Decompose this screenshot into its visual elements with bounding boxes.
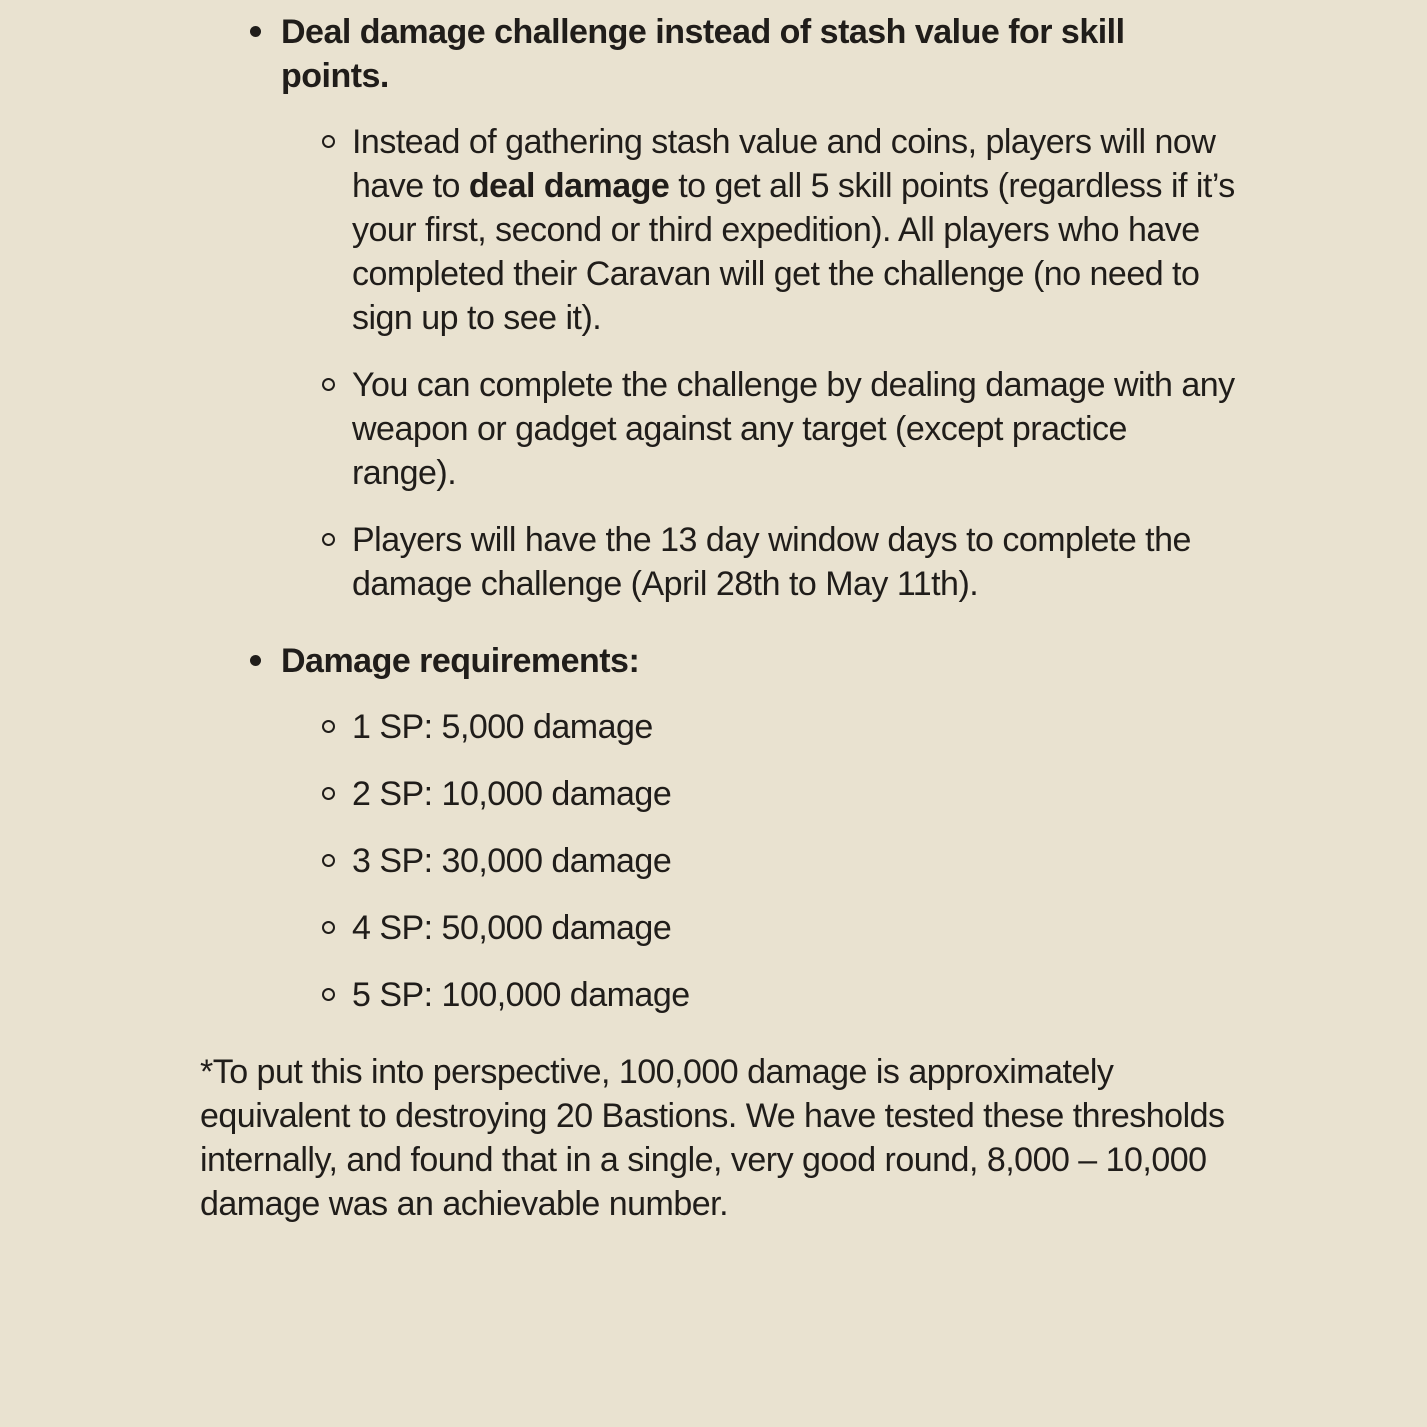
list-item-damage-requirements	[281, 639, 1237, 1017]
list-item-requirement-5sp: 5 SP: 100,000 damage	[352, 973, 1237, 1017]
list-item-challenge-completion: You can complete the challenge by dealing damage with any weapon or gadget against any target (except practice range).	[352, 363, 1237, 495]
requirements-title: Damage requirements:	[281, 642, 640, 680]
footnote: *To put this into perspective, 100,000 damage is approximately equivalent to destroying 20 Bastions. We have tested these thresholds internally, and found that in a single, very good round, 8,000 – 10,000 damage was an achievable number.	[200, 1053, 1225, 1223]
challenge-title: Deal damage challenge instead of stash value for skill points.	[281, 13, 1125, 95]
list-item-requirement-2sp: 2 SP: 10,000 damage	[352, 772, 1237, 816]
list-item-deal-damage-challenge	[281, 10, 1237, 606]
list-item-requirement-3sp: 3 SP: 30,000 damage	[352, 839, 1237, 883]
list-item-challenge-window: Players will have the 13 day window days to complete the damage challenge (April 28th to May 11th).	[352, 518, 1237, 606]
list-item-requirement-4sp: 4 SP: 50,000 damage	[352, 906, 1237, 950]
challenge-intro-text-after: to get all 5 skill points (regardless if it’s your first, second or third expedition). All players who have completed their Caravan will get the challenge (no need to sign up to see it).	[352, 167, 1235, 337]
challenge-intro-text-bold: deal damage	[468, 167, 670, 205]
challenge-intro-text-before: Instead of gathering stash value and coins, players will now have to	[352, 123, 1216, 205]
requirements-list	[281, 705, 1237, 1017]
list-item-requirement-1sp: 1 SP: 5,000 damage	[352, 705, 1237, 749]
list-item-challenge-intro	[352, 120, 1237, 340]
challenge-detail-list	[281, 120, 1237, 606]
patch-notes-list	[200, 10, 1237, 1017]
